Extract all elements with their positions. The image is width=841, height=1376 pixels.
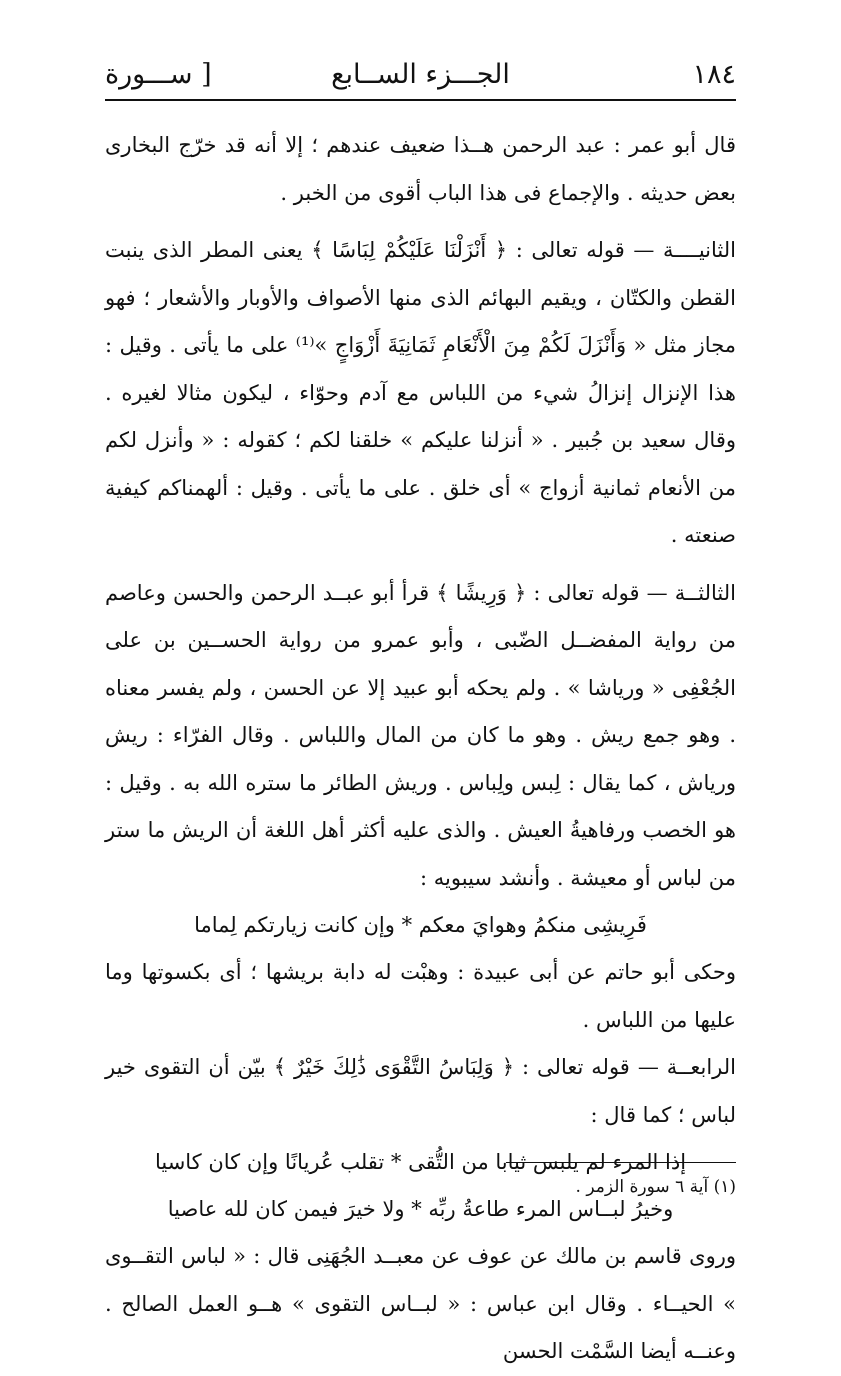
- poetry-verse: وخيرُ لبــاس المرء طاعةُ ربِّه * ولا خيرَ فيمن كان لله عاصيا: [167, 1197, 674, 1221]
- surah-label: [ ســـورة: [105, 59, 212, 90]
- paragraph: قال أبو عمر : عبد الرحمن هــذا ضعيف عندهم ؛ إلا أنه قد خرّج البخارى بعض حديثه . والإجماع فى هذا الباب أقوى من الخبر .: [105, 133, 736, 205]
- running-title: الجـــزء الســابع: [331, 59, 510, 90]
- paragraph: الرابعــة — قوله تعالى : ﴿ وَلِبَاسُ التَّقْوَى ذَٰلِكَ خَيْرٌ ﴾ بيّن أن التقوى خير لباس ؛ كما قال :: [105, 1055, 736, 1127]
- header-rule: [105, 99, 736, 101]
- footnote: (١) آية ٦ سورة الزمر .: [575, 1177, 736, 1197]
- paragraph: وحكى أبو حاتم عن أبى عبيدة : وهبْت له دابة بريشها ؛ أى بكسوتها وما عليها من اللباس .: [105, 960, 736, 1032]
- page-number: ١٨٤: [692, 59, 736, 90]
- footnote-rule: [506, 1162, 736, 1163]
- paragraph: الثالثــة — قوله تعالى : ﴿ وَرِيشًا ﴾ قرأ أبو عبــد الرحمن والحسن وعاصم من رواية المفضــل الضّبى ، وأبو عمرو من رواية الحســين بن على الجُعْفِى « ورياشا » . ولم يحكه أبو عبيد إلا عن الحسن ، ولم يفسر معناه . وهو جمع ريش . وهو ما كان من المال واللباس . وقال الفرّاء : ريش ورياش ، كما يقال : لِبس ولِباس . وريش الطائر ما ستره الله به . وقيل : هو الخصب ورفاهيةُ العيش . والذى عليه أكثر أهل اللغة أن الريش ما ستر من لباس أو معيشة . وأنشد سيبويه :: [105, 580, 736, 890]
- paragraph: وروى قاسم بن مالك عن عوف عن معبــد الجُهَنِى قال : « لباس التقــوى » الحيــاء . وقال ابن عباس : « لبــاس التقوى » هــو العمل الصالح . وعنــه أيضا السَّمْت الحسن: [105, 1244, 736, 1363]
- page-header: [105, 58, 736, 98]
- paragraph: الثانيــــة — قوله تعالى : ﴿ أَنْزَلْنَا عَلَيْكُمْ لِبَاسًا ﴾ يعنى المطر الذى ينبت القطن والكتّان ، ويقيم البهائم الذى منها الأصواف والأوبار والأشعار ؛ فهو مجاز مثل « وَأَنْزَلَ لَكُمْ مِنَ الْأَنْعَامِ ثَمَانِيَةَ أَزْوَاجٍ »⁽¹⁾ على ما يأتى . وقيل : هذا الإنزال إنزالُ شيء من اللباس مع آدم وحوّاء ، ليكون مثالا لغيره . وقال سعيد بن جُبير . « أنزلنا عليكم » خلقنا لكم ؛ كقوله : « وأنزل لكم من الأنعام ثمانية أزواج » أى خلق . على ما يأتى . وقيل : ألهمناكم كيفية صنعته .: [105, 238, 737, 547]
- poetry-verse: فَرِيشِى منكمُ وهوايَ معكم * وإن كانت زيارتكم لِماما: [194, 913, 647, 937]
- poetry-verse: إذا المرء لم يلبس ثيابا من التُّقى * تقلب عُريانًا وإن كان كاسيا: [154, 1150, 687, 1174]
